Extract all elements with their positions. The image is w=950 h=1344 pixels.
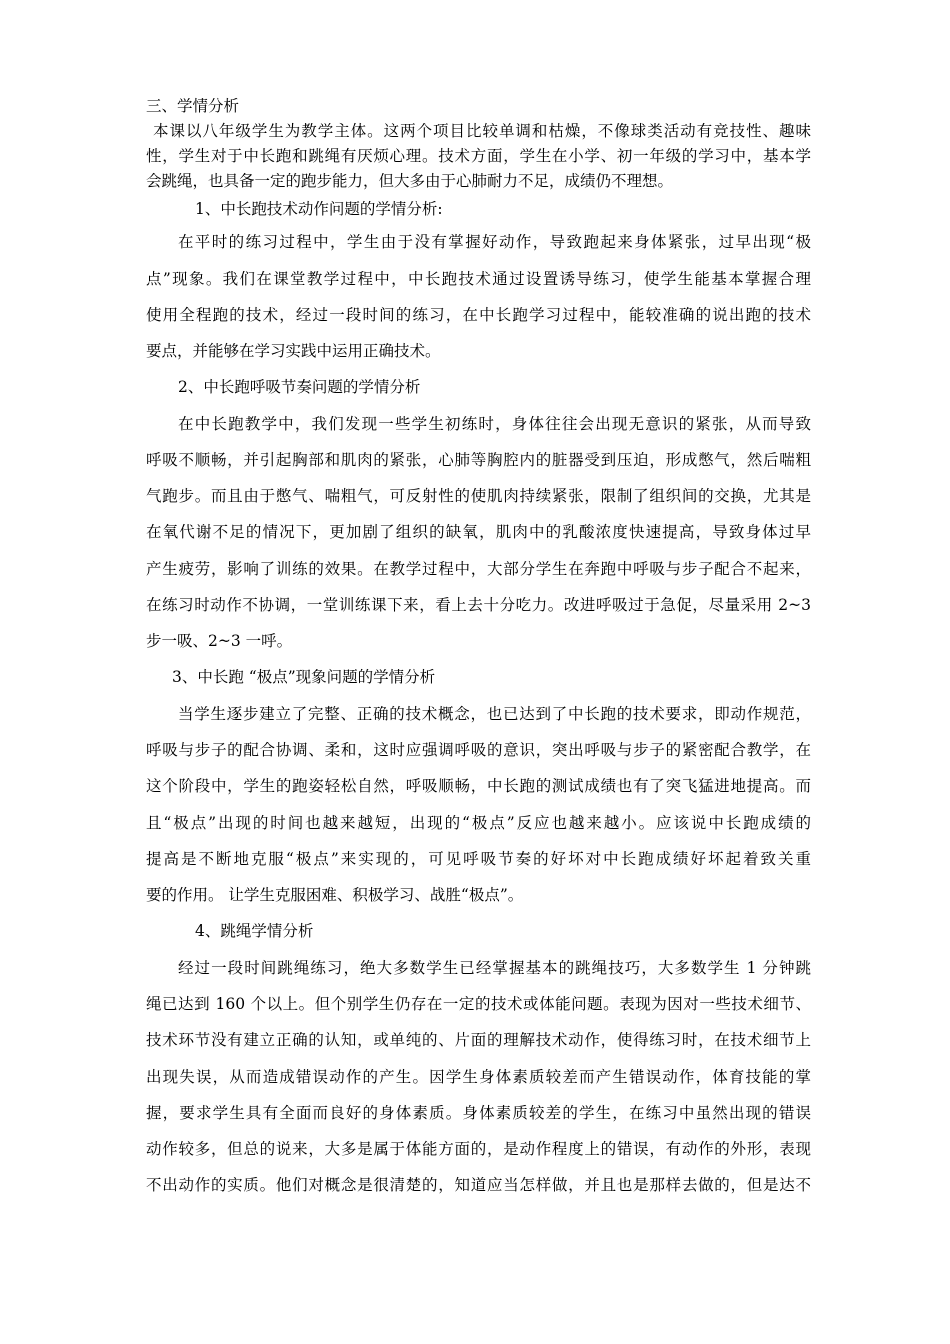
text-line: 性，学生对于中长跑和跳绳有厌烦心理。技术方面，学生在小学、初一年级的学习中，基本学	[146, 147, 811, 165]
text-line: 要的作用。 让学生克服困难、积极学习、战胜“极点”。	[146, 886, 524, 904]
text-line: 握，要求学生具有全面而良好的身体素质。身体素质较差的学生，在练习中虽然出现的错误	[146, 1104, 811, 1122]
text-line: 步一吸、2~3 一呼。	[146, 632, 293, 650]
text-line: 点”现象。我们在课堂教学过程中，中长跑技术通过设置诱导练习，使学生能基本掌握合理	[146, 270, 811, 288]
text-line: 且“极点”出现的时间也越来越短，出现的“极点”反应也越来越小。应该说中长跑成绩的	[146, 814, 811, 832]
text-line: 要点，并能够在学习实践中运用正确技术。	[146, 342, 441, 360]
text-line: 经过一段时间跳绳练习，绝大多数学生已经掌握基本的跳绳技巧，大多数学生 1 分钟跳	[178, 959, 811, 977]
text-line: 呼吸不顺畅，并引起胸部和肌肉的紧张，心肺等胸腔内的脏器受到压迫，形成憋气，然后喘粗	[146, 451, 811, 469]
text-line: 提高是不断地克服“极点”来实现的，可见呼吸节奏的好坏对中长跑成绩好坏起着致关重	[146, 850, 811, 868]
text-line: 动作较多，但总的说来，大多是属于体能方面的，是动作程度上的错误，有动作的外形，表现	[146, 1140, 811, 1158]
text-line: 呼吸与步子的配合协调、柔和，这时应强调呼吸的意识，突出呼吸与步子的紧密配合教学，在	[146, 741, 811, 759]
section-title: 4、跳绳学情分析	[195, 922, 314, 940]
text-line: 产生疲劳，影响了训练的效果。在教学过程中，大部分学生在奔跑中呼吸与步子配合不起来，	[146, 560, 811, 578]
text-line: 出现失误，从而造成错误动作的产生。因学生身体素质较差而产生错误动作，体育技能的掌	[146, 1068, 811, 1086]
text-line: 在练习时动作不协调，一堂训练课下来，看上去十分吃力。改进呼吸过于急促，尽量采用 2~3	[146, 596, 811, 614]
text-line: 当学生逐步建立了完整、正确的技术概念，也已达到了中长跑的技术要求，即动作规范，	[178, 705, 811, 723]
section-title: 1、中长跑技术动作问题的学情分析:	[195, 200, 443, 218]
text-line: 在氧代谢不足的情况下，更加剧了组织的缺氧，肌肉中的乳酸浓度快速提高，导致身体过早	[146, 523, 811, 541]
text-line: 使用全程跑的技术，经过一段时间的练习，在中长跑学习过程中，能较准确的说出跑的技术	[146, 306, 811, 324]
text-line: 这个阶段中，学生的跑姿轻松自然，呼吸顺畅，中长跑的测试成绩也有了突飞猛进地提高。而	[146, 777, 811, 795]
text-line: 绳已达到 160 个以上。但个别学生仍存在一定的技术或体能问题。表现为因对一些技术细节、	[146, 995, 811, 1013]
section-title: 3、中长跑 “极点”现象问题的学情分析	[172, 668, 436, 686]
text-line: 不出动作的实质。他们对概念是很清楚的，知道应当怎样做，并且也是那样去做的，但是达不	[146, 1176, 811, 1194]
text-line: 气跑步。而且由于憋气、喘粗气，可反射性的使肌肉持续紧张，限制了组织间的交换，尤其是	[146, 487, 811, 505]
section-title: 2、中长跑呼吸节奏问题的学情分析	[178, 378, 421, 396]
text-line: 本课以八年级学生为教学主体。这两个项目比较单调和枯燥，不像球类活动有竞技性、趣味	[153, 122, 811, 140]
text-line: 在平时的练习过程中，学生由于没有掌握好动作，导致跑起来身体紧张，过早出现“极	[178, 233, 811, 251]
section-heading: 三、学情分析	[146, 97, 240, 115]
text-line: 会跳绳，也具备一定的跑步能力，但大多由于心肺耐力不足，成绩仍不理想。	[146, 172, 674, 190]
text-line: 在中长跑教学中，我们发现一些学生初练时，身体往往会出现无意识的紧张，从而导致	[178, 415, 811, 433]
text-line: 技术环节没有建立正确的认知，或单纯的、片面的理解技术动作，使得练习时，在技术细节上	[146, 1031, 811, 1049]
